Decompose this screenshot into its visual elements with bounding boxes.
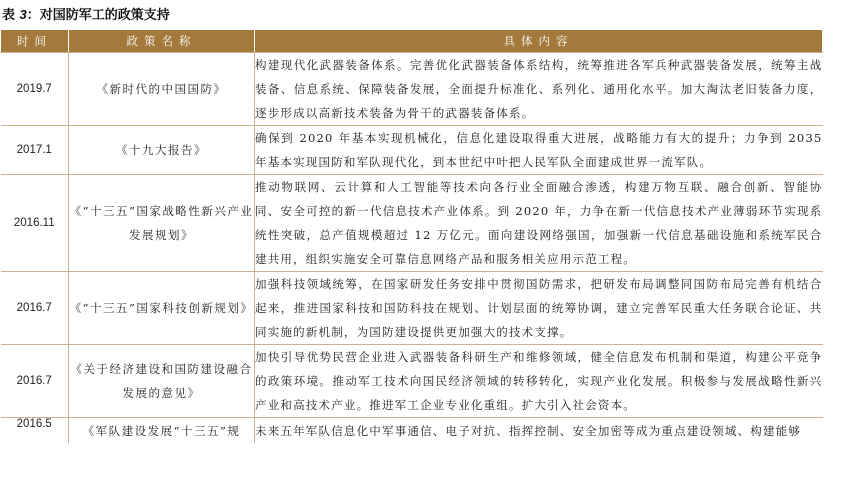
table-title-number: 3: [19, 7, 27, 22]
policy-name-cell: 《“十三五”国家科技创新规划》: [69, 272, 255, 345]
policy-name-cell: 《军队建设发展“十三五”规: [69, 418, 255, 444]
time-cell: 2016.5: [16, 418, 52, 430]
content-cell: 加强科技领域统筹，在国家研发任务安排中贯彻国防需求，把研发布局调整同国防布局完善有机结合起来，推进国家科技和国防科技在规划、计划层面的统筹协调，建立完善军民重大任务联合论证、共同实施的新机制，为国防建设提供更加强大的技术支撑。: [255, 272, 823, 345]
table-title-prefix: 表: [2, 8, 16, 23]
table-row: [1, 53, 823, 126]
content-cell: 推动物联网、云计算和人工智能等技术向各行业全面融合渗透，构建万物互联、融合创新、智能协同、安全可控的新一代信息技术产业体系。到 2020 年，力争在新一代信息技术产业薄弱环节实现系统性突破，总产值规模超过 12 万亿元。面向建设网络强国，加强新一代信息基础设施和系统军民合建共用，组织实施安全可靠信息网络产品和服务相关应用示范工程。: [255, 175, 823, 272]
time-cell: 2016.7: [1, 272, 69, 345]
time-cell: 2019.7: [1, 53, 69, 126]
column-header-content: 具体内容: [255, 30, 823, 53]
content-cell: 确保到 2020 年基本实现机械化，信息化建设取得重大进展，战略能力有大的提升；力争到 2035 年基本实现国防和军队现代化，到本世纪中叶把人民军队全面建成世界一流军队。: [255, 126, 823, 175]
table-title-text: ：对国防军工的政策支持: [26, 8, 170, 23]
table-header-row: [1, 30, 823, 53]
policy-name-cell: 《关于经济建设和国防建设融合发展的意见》: [69, 345, 255, 418]
policy-name-cell: 《“十三五”国家战略性新兴产业发展规划》: [69, 175, 255, 272]
content-cell: 加快引导优势民营企业进入武器装备科研生产和维修领域，健全信息发布机制和渠道，构建公平竞争的政策环境。推动军工技术向国民经济领域的转移转化，实现产业化发展。积极参与发展战略性新兴产业和高技术产业。推进军工企业专业化重组。扩大引入社会资本。: [255, 345, 823, 418]
table-title: [2, 4, 170, 26]
table-row: [1, 126, 823, 175]
table-row: [1, 418, 823, 444]
content-cell: 构建现代化武器装备体系。完善优化武器装备体系结构，统筹推进各军兵种武器装备发展，统筹主战装备、信息系统、保障装备发展，全面提升标准化、系列化、通用化水平。加大淘汰老旧装备力度，逐步形成以高新技术装备为骨干的武器装备体系。: [255, 53, 823, 126]
policy-table: [0, 30, 823, 443]
time-cell: 2017.1: [1, 126, 69, 175]
time-cell: 2016.7: [1, 345, 69, 418]
column-header-policy-name: 政策名称: [69, 30, 255, 53]
content-cell: 未来五年军队信息化中军事通信、电子对抗、指挥控制、安全加密等成为重点建设领域、构建能够: [255, 418, 823, 444]
table-row: [1, 175, 823, 272]
column-header-time: 时间: [1, 30, 69, 53]
table-row: [1, 272, 823, 345]
table-row: [1, 345, 823, 418]
policy-name-cell: 《十九大报告》: [69, 126, 255, 175]
time-cell: 2016.11: [1, 175, 69, 272]
policy-name-cell: 《新时代的中国国防》: [69, 53, 255, 126]
